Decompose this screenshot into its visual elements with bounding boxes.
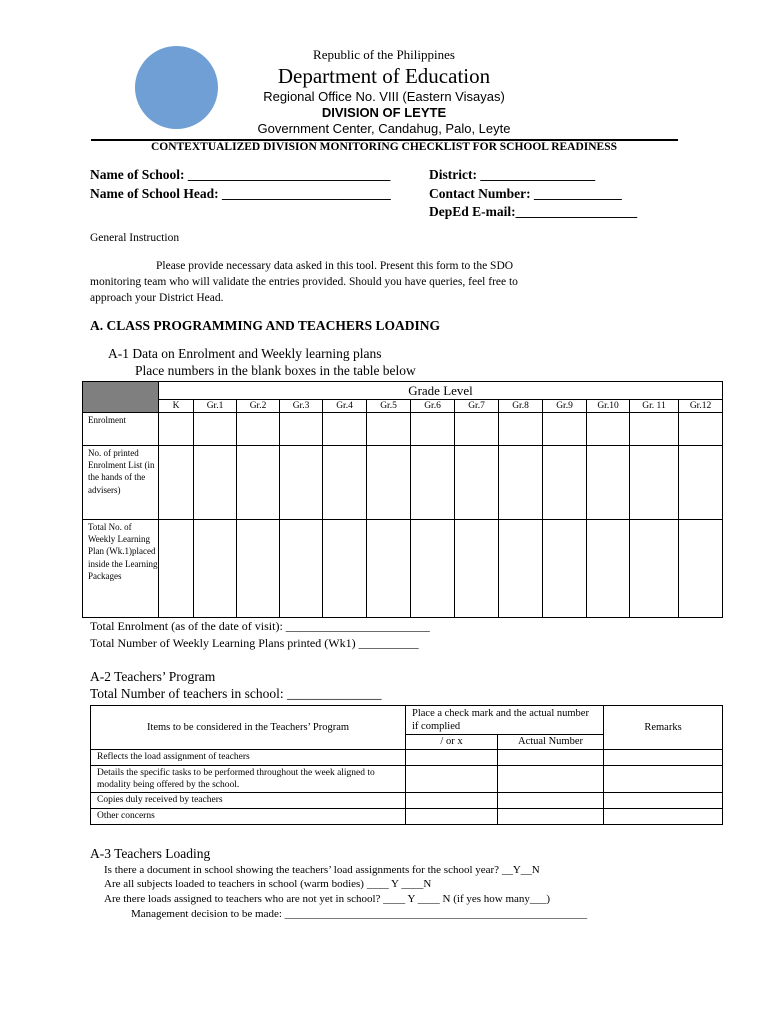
grade-header: Gr.8 [499, 400, 543, 413]
division-line: DIVISION OF LEYTE [321, 105, 447, 120]
printed-list-cell[interactable] [679, 446, 723, 520]
enrolment-cell[interactable] [194, 413, 237, 446]
printed-list-cell[interactable] [455, 446, 499, 520]
grade-header: Gr.7 [455, 400, 499, 413]
instruction-heading: General Instruction [90, 232, 180, 244]
check-cell[interactable] [406, 793, 498, 809]
grade-header: Gr.5 [367, 400, 411, 413]
ox-header: / or x [406, 735, 498, 750]
grade-header: Gr.9 [543, 400, 587, 413]
weekly-plan-cell[interactable] [159, 520, 194, 618]
printed-list-cell[interactable] [499, 446, 543, 520]
weekly-plan-cell[interactable] [367, 520, 411, 618]
contact-number-field[interactable]: Contact Number: _____________ [429, 186, 622, 201]
school-head-field[interactable]: Name of School Head: _________________________ [90, 186, 391, 201]
enrolment-table [82, 381, 723, 618]
a1-title: A-1 Data on Enrolment and Weekly learning plans [108, 346, 382, 361]
email-field[interactable]: DepEd E-mail:__________________ [429, 204, 638, 219]
program-item: Details the specific tasks to be performed throughout the week aligned to modality being offered by the school. [91, 766, 406, 793]
printed-list-cell[interactable] [194, 446, 237, 520]
republic-line: Republic of the Philippines [313, 47, 455, 62]
a2-title: A-2 Teachers’ Program [90, 669, 216, 684]
section-a-title: A. CLASS PROGRAMMING AND TEACHERS LOADING [90, 318, 441, 333]
grade-header: Gr.4 [323, 400, 367, 413]
weekly-plan-cell[interactable] [499, 520, 543, 618]
total-wlp-field[interactable]: Total Number of Weekly Learning Plans printed (Wk1) __________ [90, 636, 419, 650]
actual-number-cell[interactable] [498, 809, 604, 825]
address-line: Government Center, Candahug, Palo, Leyte [257, 121, 511, 136]
printed-list-cell[interactable] [159, 446, 194, 520]
remarks-cell[interactable] [604, 750, 723, 766]
enrolment-cell[interactable] [159, 413, 194, 446]
a3-question-3[interactable]: Are there loads assigned to teachers who are not yet in school? ____ Y ____ N (if yes how many___) [104, 893, 551, 905]
enrolment-cell[interactable] [323, 413, 367, 446]
management-decision-field[interactable]: Management decision to be made: _______________________________________________________ [131, 908, 588, 920]
grade-level-header: Grade Level [159, 382, 723, 400]
enrolment-cell[interactable] [679, 413, 723, 446]
grade-header: Gr.2 [237, 400, 280, 413]
printed-list-cell[interactable] [630, 446, 679, 520]
enrolment-cell[interactable] [280, 413, 323, 446]
table-corner-cell [83, 382, 159, 413]
instruction-line-2: monitoring team who will validate the entries provided. Should you have queries, feel free to [90, 276, 518, 288]
table-row [91, 750, 723, 766]
weekly-plan-cell[interactable] [280, 520, 323, 618]
a2-total-teachers-field[interactable]: Total Number of teachers in school: ______________ [90, 686, 382, 701]
table-row [83, 520, 723, 618]
instruction-line-1: Please provide necessary data asked in this tool. Present this form to the SDO [156, 260, 514, 272]
enrolment-cell[interactable] [237, 413, 280, 446]
grade-header: Gr.6 [411, 400, 455, 413]
enrolment-cell[interactable] [499, 413, 543, 446]
region-line: Regional Office No. VIII (Eastern Visayas) [263, 89, 505, 104]
weekly-plan-cell[interactable] [455, 520, 499, 618]
grade-header: Gr.1 [194, 400, 237, 413]
remarks-cell[interactable] [604, 766, 723, 793]
remarks-cell[interactable] [604, 809, 723, 825]
remarks-header: Remarks [604, 706, 723, 750]
a3-question-1[interactable]: Is there a document in school showing the teachers’ load assignments for the school year? __Y__N [104, 864, 540, 876]
enrolment-cell[interactable] [367, 413, 411, 446]
a1-subtitle: Place numbers in the blank boxes in the table below [135, 363, 416, 378]
printed-list-cell[interactable] [411, 446, 455, 520]
program-item: Copies duly received by teachers [91, 793, 406, 809]
weekly-plan-cell[interactable] [194, 520, 237, 618]
row-label-weekly-plan: Total No. of Weekly Learning Plan (Wk.1)placed inside the Learning Packages [83, 520, 159, 618]
total-enrolment-field[interactable]: Total Enrolment (as of the date of visit): ________________________ [90, 619, 430, 633]
printed-list-cell[interactable] [323, 446, 367, 520]
department-title: Department of Education [277, 64, 491, 88]
a3-title: A-3 Teachers Loading [90, 846, 211, 861]
grade-header: K [159, 400, 194, 413]
actual-number-cell[interactable] [498, 750, 604, 766]
enrolment-cell[interactable] [455, 413, 499, 446]
printed-list-cell[interactable] [367, 446, 411, 520]
program-item: Reflects the load assignment of teachers [91, 750, 406, 766]
grade-header: Gr.12 [679, 400, 723, 413]
district-field[interactable]: District: _________________ [429, 167, 596, 182]
actual-number-cell[interactable] [498, 766, 604, 793]
table-row [91, 793, 723, 809]
check-cell[interactable] [406, 766, 498, 793]
enrolment-cell[interactable] [630, 413, 679, 446]
table-row [91, 766, 723, 793]
weekly-plan-cell[interactable] [679, 520, 723, 618]
row-label-enrolment: Enrolment [83, 413, 159, 446]
table-row [83, 446, 723, 520]
weekly-plan-cell[interactable] [323, 520, 367, 618]
printed-list-cell[interactable] [280, 446, 323, 520]
instruction-line-3: approach your District Head. [90, 292, 224, 304]
check-cell[interactable] [406, 750, 498, 766]
form-title: CONTEXTUALIZED DIVISION MONITORING CHECKLIST FOR SCHOOL READINESS [150, 141, 618, 153]
program-item: Other concerns [91, 809, 406, 825]
printed-list-cell[interactable] [237, 446, 280, 520]
table-row [83, 413, 723, 446]
grade-header: Gr.3 [280, 400, 323, 413]
actual-number-cell[interactable] [498, 793, 604, 809]
printed-list-cell[interactable] [587, 446, 630, 520]
enrolment-cell[interactable] [411, 413, 455, 446]
weekly-plan-cell[interactable] [630, 520, 679, 618]
grade-header: Gr. 11 [630, 400, 679, 413]
grade-header: Gr.10 [587, 400, 630, 413]
table-row [91, 809, 723, 825]
enrolment-cell[interactable] [587, 413, 630, 446]
teachers-program-table [90, 705, 723, 825]
actual-number-header: Actual Number [498, 735, 604, 750]
school-name-field[interactable]: Name of School: ______________________________ [90, 167, 391, 182]
enrolment-cell[interactable] [543, 413, 587, 446]
printed-list-cell[interactable] [543, 446, 587, 520]
remarks-cell[interactable] [604, 793, 723, 809]
check-cell[interactable] [406, 809, 498, 825]
weekly-plan-cell[interactable] [411, 520, 455, 618]
weekly-plan-cell[interactable] [237, 520, 280, 618]
items-header: Items to be considered in the Teachers’ Program [91, 706, 406, 750]
a3-question-2[interactable]: Are all subjects loaded to teachers in school (warm bodies) ____ Y ____N [104, 878, 432, 890]
weekly-plan-cell[interactable] [587, 520, 630, 618]
weekly-plan-cell[interactable] [543, 520, 587, 618]
row-label-printed-list: No. of printed Enrolment List (in the hands of the advisers) [83, 446, 159, 520]
check-mark-header: Place a check mark and the actual number if complied [406, 706, 604, 735]
